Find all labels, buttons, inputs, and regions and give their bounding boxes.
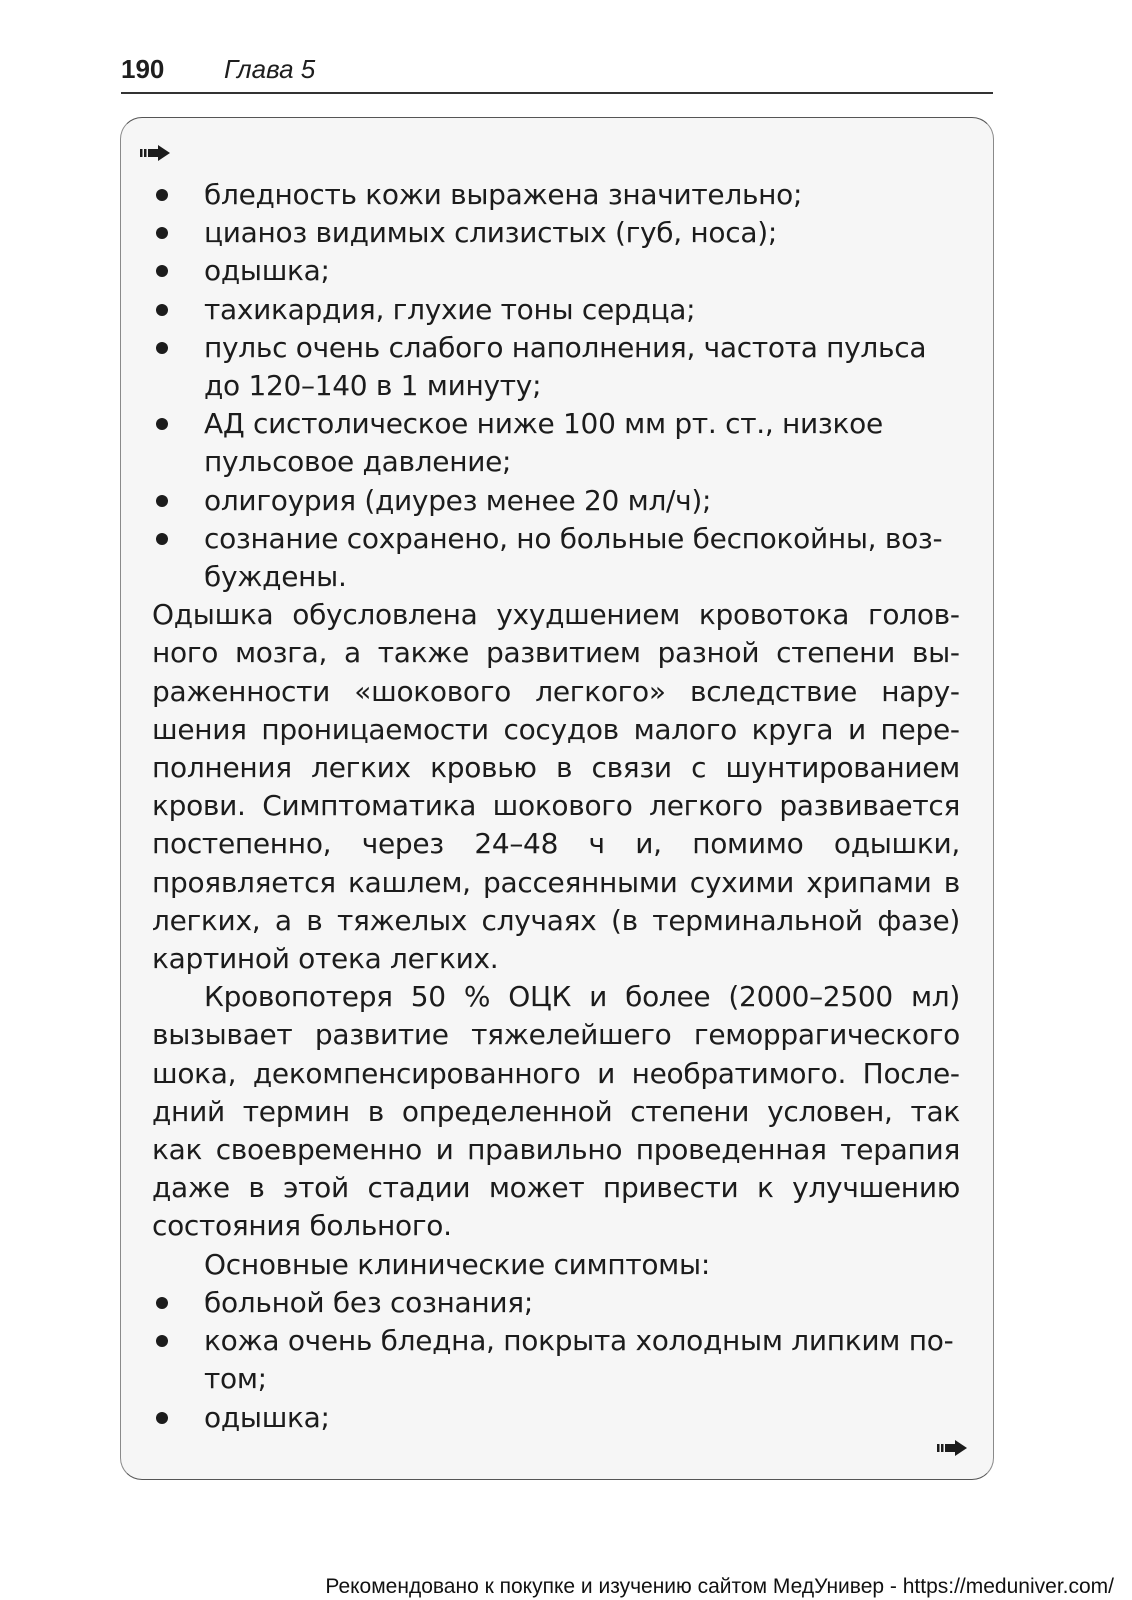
list-item-text: тахикардия, глухие тоны сердца; [204,292,696,326]
bullet-icon [156,189,168,201]
footer-recommendation: Рекомендовано к покупке и изучению сайтом МедУнивер - https://meduniver.com/ [325,1575,1114,1598]
list-item-text: бледность кожи выражена значительно; [204,178,803,211]
bullet-icon [156,342,168,354]
bullet-icon [156,495,168,507]
list-item [152,1322,960,1398]
page-number: 190 [121,54,165,84]
list-item-text: АД систолическое ниже 100 мм рт. ст., низкое пульсовое давление; [204,407,883,479]
symptom-list-2 [152,1284,960,1437]
chapter-title: Глава 5 [224,54,316,84]
list-item-text: кожа очень бледна, покрыта холодным липким потом; [204,1324,954,1396]
list-item [152,252,960,290]
list-item [152,291,960,329]
paragraph-blood-loss: Кровопотеря 50 % ОЦК и более (2000–2500 мл) вызывает развитие тяжелейшего геморрагического шока, декомпенсированного и необратимого. Последний термин в определенной степени условен, так как своевременно и правильно проведенная терапия даже в этой стадии может привести к улучшению состояния больного. [152,980,960,1243]
bullet-icon [156,265,168,277]
paragraph-shock-lung: Одышка обусловлена ухудшением кровотока головного мозга, а также развитием разной степени выраженности «шокового легкого» вследствие нарушения проницаемости сосудов малого круга и переполнения легких кровью в связи с шунтированием крови. Симптоматика шокового легкого развивается постепенно, через 24–48 ч и, помимо одышки, проявляется кашлем, рассеянными сухими хрипами в легких, а в тяжелых случаях (в терминальной фазе) картиной отека легких. [152,598,960,976]
bullet-icon [156,1297,168,1309]
list-item [152,1399,960,1437]
list-item [152,329,960,405]
bullet-icon [156,304,168,316]
symptom-list-1 [152,176,960,596]
box-content [152,176,960,1437]
list-item [152,1284,960,1322]
list-item [152,214,960,252]
list-item-text: пульс очень слабого наполнения, частота пульса до 120–140 в 1 минуту; [204,330,927,403]
list-item [152,405,960,481]
list-item [152,520,960,596]
bullet-icon [156,1412,168,1424]
bullet-icon [156,227,168,239]
running-head [121,50,993,94]
arrow-right-icon [140,145,170,161]
list-item [152,482,960,520]
bullet-icon [156,418,168,430]
list-item-text: сознание сохранено, но больные беспокойны, возбуждены. [204,521,943,594]
list-item [152,176,960,214]
list-item-text: одышка; [204,254,330,288]
list-item-text: больной без сознания; [204,1285,533,1319]
list-item-text: олигоурия (диурез менее 20 мл/ч); [204,483,712,517]
list-item-text: одышка; [204,1400,330,1434]
list-item-text: цианоз видимых слизистых (губ, носа); [204,216,777,250]
arrow-right-icon [937,1440,967,1456]
paragraph-symptoms-intro: Основные клинические симптомы: [204,1247,710,1281]
bullet-icon [156,1335,168,1347]
bullet-icon [156,533,168,545]
